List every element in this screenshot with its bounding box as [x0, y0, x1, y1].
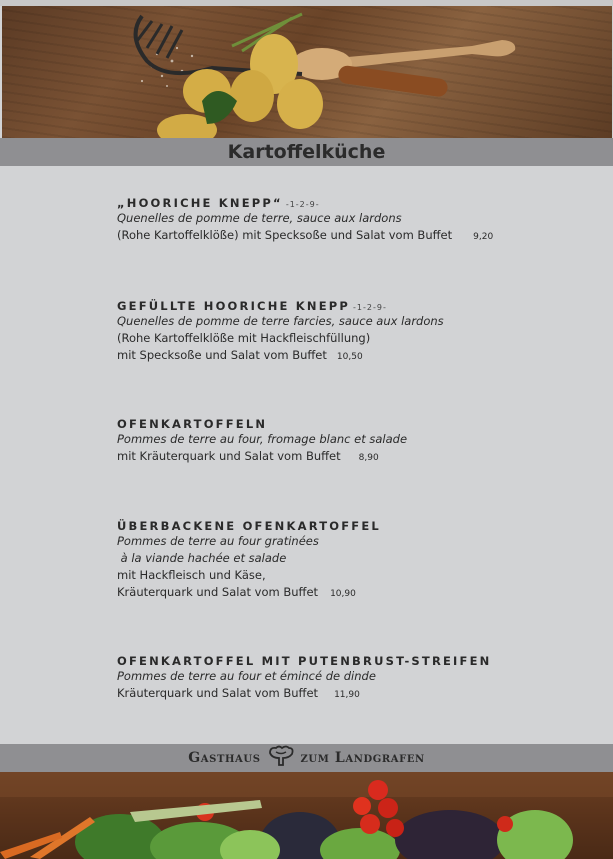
item-description-fr: Pommes de terre au four et émincé de dinde: [117, 669, 376, 683]
item-description-de-text: Kräuterquark und Salat vom Buffet: [117, 686, 319, 700]
page-title: Kartoffelküche: [227, 141, 386, 163]
item-price: 11,90: [334, 690, 360, 700]
item-title: [117, 519, 587, 533]
item-description-de: [117, 584, 587, 603]
item-title: [117, 417, 587, 431]
allergen-codes: -1-2-9-: [353, 303, 387, 312]
crown-logo-icon: [267, 745, 295, 771]
item-description-fr: Pommes de terre au four gratinées: [117, 534, 319, 548]
menu-item: [117, 519, 587, 603]
item-name: ÜBERBACKENE OFENKARTOFFEL: [117, 519, 381, 533]
item-title: [117, 299, 587, 313]
item-description-de-text: mit Kräuterquark und Salat vom Buffet: [117, 449, 341, 463]
menu-item: [117, 654, 587, 704]
item-description-de: (Rohe Kartoffelklöße mit Hackfleischfüllung): [117, 331, 371, 345]
item-description-de: mit Hackfleisch und Käse,: [117, 568, 266, 582]
menu-item: [117, 299, 587, 366]
item-title: [117, 654, 587, 668]
restaurant-name-left: Gasthaus: [188, 750, 261, 766]
item-name: OFENKARTOFFELN: [117, 417, 268, 431]
item-price: 10,90: [330, 589, 356, 599]
menu-item: [117, 417, 587, 467]
restaurant-name: [0, 744, 613, 772]
item-price: 8,90: [358, 453, 379, 463]
menu-item: [117, 196, 587, 246]
item-description-fr: Pommes de terre au four, fromage blanc et salade: [117, 432, 408, 446]
kitchen-still-life-icon: [2, 6, 612, 138]
potato-masher-photo: [2, 6, 612, 138]
item-description-fr: à la viande hachée et salade: [117, 551, 287, 565]
vegetables-photo: [0, 772, 613, 859]
restaurant-name-right: zum Landgrafen: [300, 750, 425, 766]
item-description-de-text: (Rohe Kartoffelklöße) mit Specksoße und Salat vom Buffet: [117, 228, 453, 242]
item-description-de-text: Kräuterquark und Salat vom Buffet: [117, 585, 319, 599]
item-description-fr: Quenelles de pomme de terre, sauce aux lardons: [117, 211, 402, 225]
item-name: GEFÜLLTE HOORICHE KNEPP: [117, 299, 351, 313]
item-price: 10,50: [336, 352, 363, 362]
item-description-de: [117, 685, 587, 704]
item-name: OFENKARTOFFEL MIT PUTENBRUST-STREIFEN: [117, 654, 492, 668]
item-description-de: [117, 227, 587, 246]
item-price: 9,20: [473, 232, 494, 242]
item-description-de-text: mit Specksoße und Salat vom Buffet: [117, 348, 327, 362]
item-name: „HOORICHE KNEPP“: [117, 196, 283, 210]
item-title: [117, 196, 587, 210]
allergen-codes: -1-2-9-: [285, 200, 320, 209]
vegetables-icon: [0, 772, 613, 859]
item-description-de: [117, 347, 587, 366]
item-description-de: [117, 448, 587, 467]
item-description-fr: Quenelles de pomme de terre farcies, sauce aux lardons: [117, 314, 444, 328]
